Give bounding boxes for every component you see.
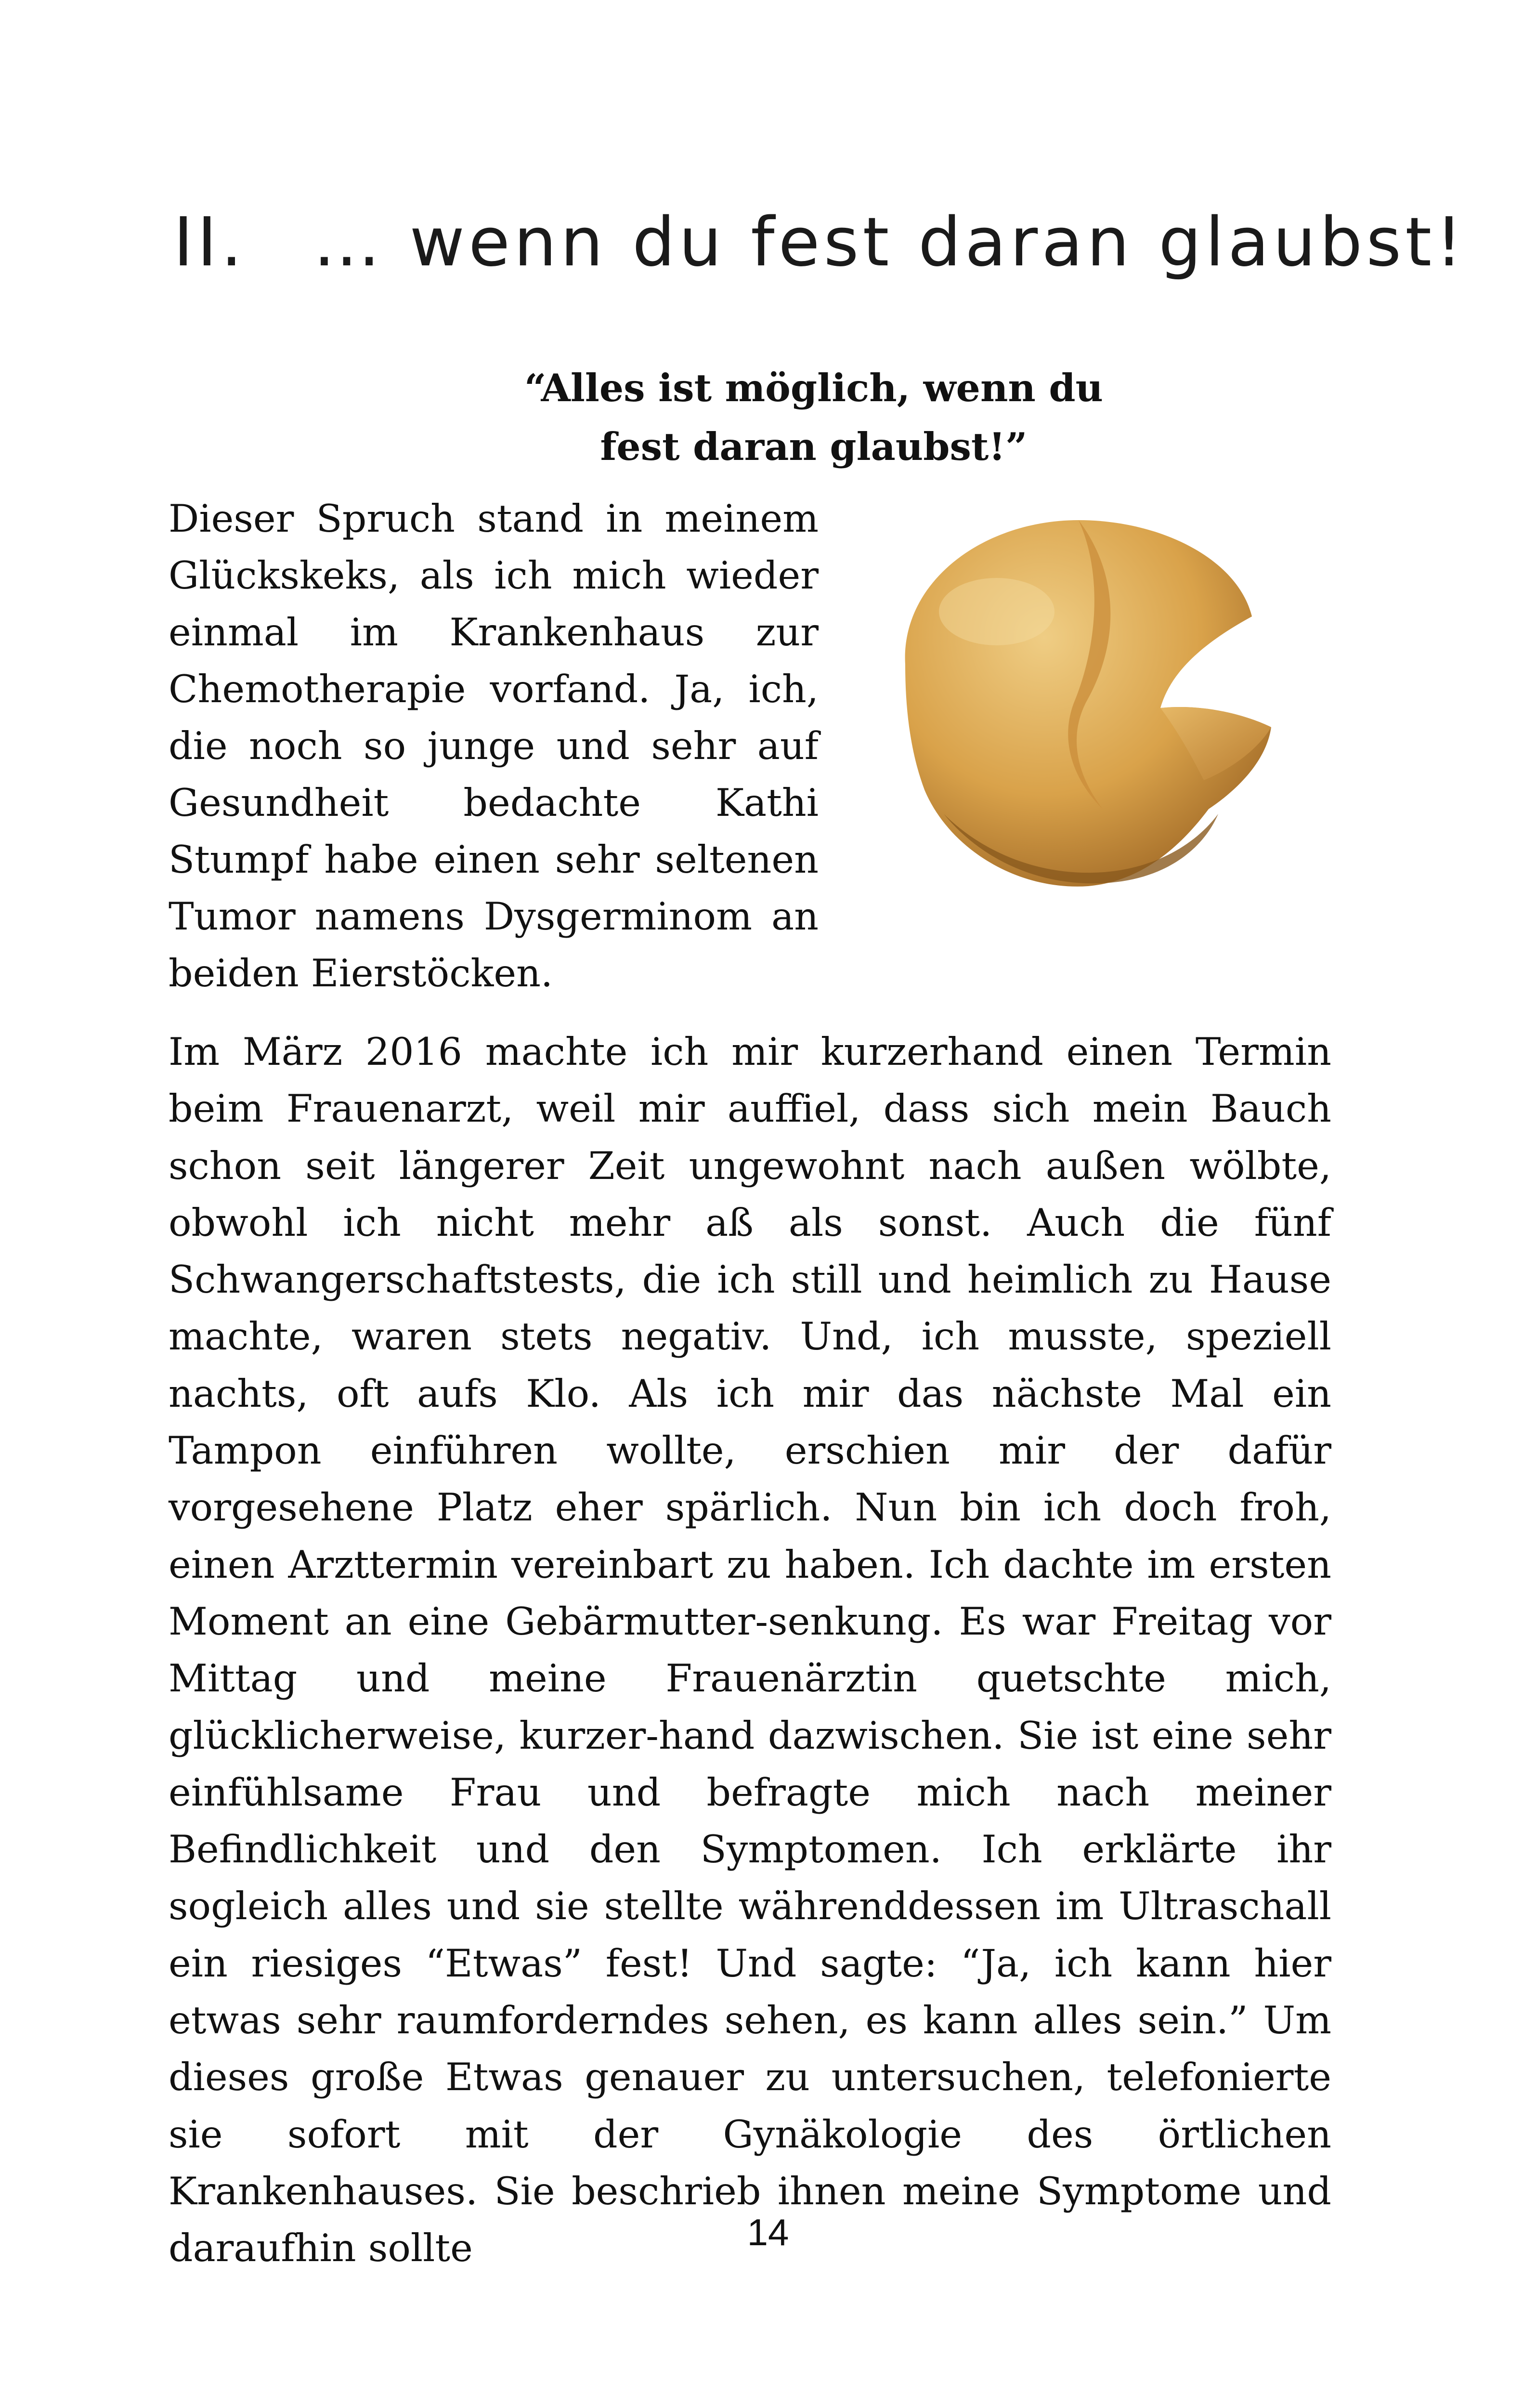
main-paragraph: Im März 2016 machte ich mir kurzerhand einen Termin beim Frauenarzt, weil mir auffiel, dass sich mein Bauch schon seit längerer Zeit ungewohnt nach außen wölbte, obwohl ich nicht mehr aß als sonst. Auch die fünf Schwangerschaftstests, die ich still und heimlich zu Hause machte, waren stets negativ. Und, ich musste, speziell nachts, oft aufs Klo. Als ich mir das nächste Mal ein Tampon einführen wollte, erschien mir der dafür vorgesehene Platz eher spärlich. Nun bin ich doch froh, einen Arzttermin vereinbart zu haben. Ich dachte im ersten Moment an eine Gebärmutter-senkung. Es war Freitag vor Mittag und meine Frauenärztin quetschte mich, glücklicherweise, kurzer-hand dazwischen. Sie ist eine sehr einfühlsame Frau und befragte mich nach meiner Befindlichkeit und den Symptomen. Ich erklärte ihr sogleich alles und sie stellte währenddessen im Ultraschall ein riesiges “Etwas” fest! Und sagte: “Ja, ich kann hier etwas sehr raumforderndes sehen, es kann alles sein.” Um dieses große Etwas genauer zu untersuchen, telefonierte sie sofort mit der Gynäkologie des örtlichen Krankenhauses. Sie beschrieb ihnen meine Symptome und daraufhin sollte xyxy=(169,1030,1331,2271)
fortune-quote xyxy=(337,359,1290,476)
page-number: 14 xyxy=(747,2211,789,2253)
chapter-heading xyxy=(173,202,1467,283)
quote-line-2: fest daran glaubst!” xyxy=(600,424,1028,469)
fortune-cookie-icon xyxy=(872,501,1305,915)
chapter-title: … wenn du fest daran glaubst! xyxy=(313,203,1467,282)
quote-line-1: “Alles ist möglich, wenn du xyxy=(524,366,1103,410)
intro-paragraph: Dieser Spruch stand in meinem Glückskeks, als ich mich wieder einmal im Krankenhaus zur Chemotherapie vorfand. Ja, ich, die noch so junge und sehr auf Gesundheit bedachte Kathi Stumpf habe einen sehr seltenen Tumor namens Dysgerminom an beiden Eierstöcken. xyxy=(169,497,819,995)
chapter-number: II. xyxy=(173,203,247,282)
